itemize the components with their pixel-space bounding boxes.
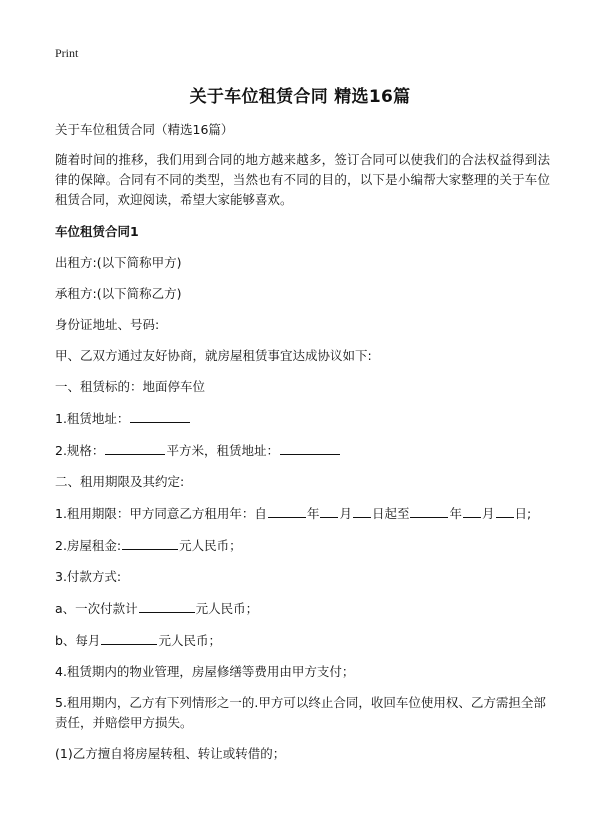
blank-field (268, 503, 306, 518)
item-a-label: a、一次付款计 (55, 601, 138, 616)
section-heading: 车位租赁合同1 (55, 224, 139, 239)
item-2-5-1: (1)乙方擅自将房屋转租、转让或转借的； (55, 746, 286, 761)
item-a-unit: 元人民币； (195, 601, 259, 616)
item-b (55, 630, 550, 651)
blank-field (496, 503, 514, 518)
year-label: 年 (449, 506, 462, 521)
print-link[interactable]: Print (55, 46, 79, 60)
day-label: 日; (514, 506, 532, 521)
document-title: 关于车位租赁合同 精选16篇 (189, 87, 411, 107)
item-1-2-label: 2.规格： (55, 443, 105, 458)
item-1-1-label: 1.租赁地址： (55, 411, 130, 426)
item-2-5: 5.租用期内，乙方有下列情形之一的.甲方可以终止合同，收回车位使用权、乙方需担全部责任，并赔偿甲方损失。 (55, 695, 546, 730)
blank-field (463, 503, 481, 518)
blank-field (105, 440, 165, 455)
item-2-3: 3.付款方式: (55, 569, 122, 584)
item-2-2-label: 2.房屋租金: (55, 538, 122, 553)
blank-field (101, 630, 157, 645)
document-body (55, 120, 550, 775)
item-1-2-unit: 平方米，租赁地址： (166, 443, 279, 458)
blank-field (122, 535, 178, 550)
item-b-label: b、每月 (55, 633, 101, 648)
intro-paragraph: 随着时间的推移，我们用到合同的地方越来越多，签订合同可以使我们的合法权益得到法律的保障。合同有不同的类型，当然也有不同的目的，以下是小编帮大家整理的关于车位租赁合同，欢迎阅读，希望大家能够喜欢。 (55, 152, 550, 207)
blank-field (353, 503, 371, 518)
agreement-line: 甲、乙双方通过友好协商，就房屋租赁事宜达成协议如下: (55, 348, 372, 363)
blank-field (320, 503, 338, 518)
item-1-2 (55, 440, 550, 461)
blank-field (410, 503, 448, 518)
item-2-2-unit: 元人民币； (179, 538, 242, 553)
item-2-1 (55, 503, 550, 524)
blank-field (280, 440, 340, 455)
item-2-2 (55, 535, 550, 556)
month-label: 月 (339, 506, 352, 521)
clause-1-heading: 一、租赁标的：地面停车位 (55, 379, 206, 394)
item-a (55, 598, 550, 619)
blank-field (130, 408, 190, 423)
item-2-4: 4.租赁期内的物业管理，房屋修缮等费用由甲方支付； (55, 664, 355, 679)
id-address-line: 身份证地址、号码: (55, 317, 160, 332)
item-1-1 (55, 408, 550, 429)
clause-2-heading: 二、租用期限及其约定: (55, 474, 185, 489)
month-label: 月 (482, 506, 495, 521)
lessor-line: 出租方:(以下简称甲方) (55, 255, 182, 270)
lessee-line: 承租方:(以下简称乙方) (55, 286, 182, 301)
day-label: 日起至 (371, 506, 410, 521)
item-b-unit: 元人民币； (158, 633, 221, 648)
blank-field (139, 598, 195, 613)
document-subtitle: 关于车位租赁合同（精选16篇） (55, 122, 234, 137)
year-label: 年 (306, 506, 320, 521)
item-2-1-text: 1.租用期限：甲方同意乙方租用年：自 (55, 506, 267, 521)
